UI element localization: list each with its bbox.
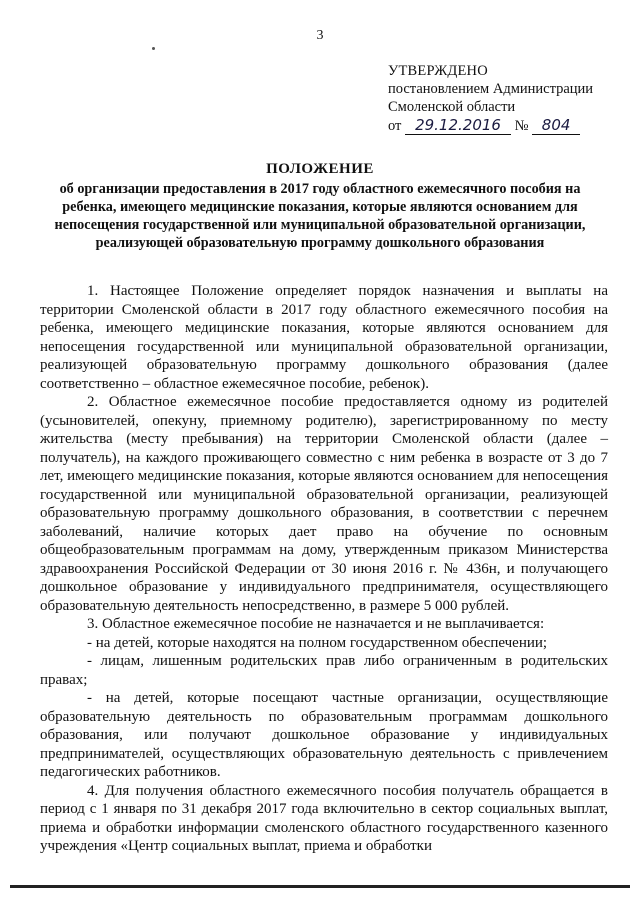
- paragraph-4: 4. Для получения областного ежемесячного пособия получатель обращается в период с 1 января по 31 декабря 2017 года включительно в сектор социальных выплат, приема и обработки информации смоленского областного государственного казенного учреждения «Центр социальных выплат, приема и обработки: [40, 782, 608, 854]
- approval-heading: УТВЕРЖДЕНО: [388, 63, 488, 79]
- paragraph-2: 2. Областное ежемесячное пособие предоставляется одному из родителей (усыновителей, опекуну, приемному родителю), зарегистрированному по месту жительства (месту пребывания) на территории Смоленской области (далее – получатель), на каждого проживающего совместно с ним ребенка в возрасте от 3 до 7 лет, имеющего медицинские показания, которые являются основанием для непосещения государственной или муниципальной образовательной организации, реализующей образовательную программу дошкольного образования, в соответствии с перечнем заболеваний, наличие которых дает право на обучение по основным общеобразовательным программам на дому, утвержденным приказом Министерства здравоохранения Российской Федерации от 30 июня 2016 г. № 436н, и получающего дошкольное образование у индивидуального предпринимателя, осуществляющего образовательную деятельность непосредственно, в размере 5 000 рублей.: [40, 394, 608, 614]
- approval-block: [388, 62, 628, 135]
- title-subtitle: об организации предоставления в 2017 году областного ежемесячного пособия на ребенка, имеющего медицинские показания, которые являются основанием для непосещения государственной или муниципальной образовательной организации, реализующей образовательную программу дошкольного образования: [54, 181, 586, 251]
- scan-speck: [152, 47, 155, 50]
- paragraph-1: 1. Настоящее Положение определяет порядок назначения и выплаты на территории Смоленской области в 2017 году областного ежемесячного пособия на ребенка, имеющего медицинские показания, которые являются основанием для непосещения государственной или муниципальной образовательной организации, реализующей образовательную программу дошкольного образования (далее соответственно – областное ежемесячное пособие, ребенок).: [40, 283, 608, 392]
- approval-date-line: [388, 116, 628, 135]
- list-item-1: - на детей, которые находятся на полном государственном обеспечении;: [87, 634, 548, 651]
- approval-date: 29.12.2016: [405, 116, 511, 135]
- approval-line-1: постановлением Администрации: [388, 81, 594, 97]
- approval-number: 804: [532, 116, 580, 135]
- title-main: ПОЛОЖЕНИЕ: [266, 161, 374, 177]
- approval-from-label: от: [388, 118, 402, 134]
- page-number: 3: [316, 28, 324, 43]
- paragraph-3: 3. Областное ежемесячное пособие не назначается и не выплачивается:: [87, 616, 545, 632]
- approval-line-2: Смоленской области: [388, 99, 516, 115]
- document-title: [40, 160, 600, 252]
- approval-number-label: №: [514, 118, 529, 134]
- list-item-3: - на детей, которые посещают частные организации, осуществляющие образовательную деятельность по образовательным программам дошкольного образования, или получают дошкольное образование у индивидуальных предпринимателей, осуществляющих образовательную деятельность с привлечением педагогических работников.: [40, 690, 608, 780]
- list-item-2: - лицам, лишенным родительских прав либо ограниченным в родительских правах;: [40, 653, 608, 688]
- scan-bottom-edge: [10, 885, 630, 888]
- document-body: [40, 282, 608, 856]
